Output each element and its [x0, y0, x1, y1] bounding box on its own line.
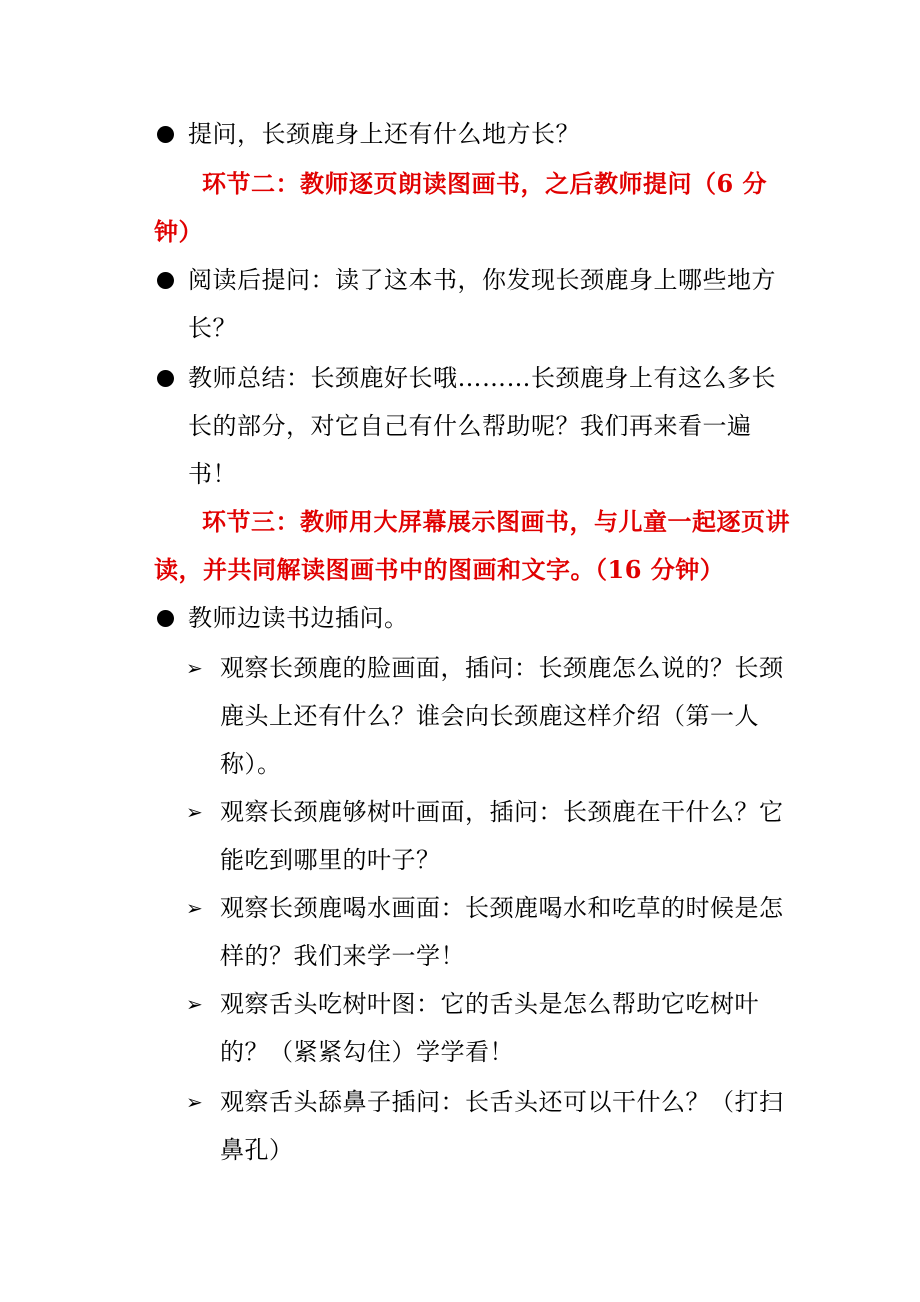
- arrow-bullet-icon: ➢: [186, 992, 204, 1016]
- sub-item-text: 观察舌头舔鼻子插问：长舌头还可以干什么？（打扫鼻孔）: [220, 1088, 784, 1164]
- bullet-item: [154, 256, 794, 352]
- sub-item: [186, 1078, 794, 1174]
- section-heading: 环节二：教师逐页朗读图画书，之后教师提问（6 分钟）: [154, 169, 768, 246]
- sub-item-text: 观察长颈鹿喝水画面：长颈鹿喝水和吃草的时候是怎样的？我们来学一学！: [220, 894, 784, 970]
- bullet-item-text: 提问，长颈鹿身上还有什么地方长？: [188, 120, 580, 148]
- sub-item-text: 观察长颈鹿够树叶画面，插问：长颈鹿在干什么？它能吃到哪里的叶子？: [220, 798, 784, 874]
- bullet-item-text: 教师总结：长颈鹿好长哦………长颈鹿身上有这么多长长的部分，对它自己有什么帮助呢？我们再来看一遍书！: [188, 364, 776, 488]
- bullet-dot-icon: [154, 354, 178, 402]
- bullet-item-text: 教师边读书边插问。: [188, 604, 409, 632]
- sub-item: [186, 644, 794, 788]
- bullet-item: [154, 110, 794, 158]
- sub-item-text: 观察舌头吃树叶图：它的舌头是怎么帮助它吃树叶的？（紧紧勾住）学学看！: [220, 990, 759, 1066]
- bullet-dot-icon: [154, 594, 178, 642]
- arrow-bullet-icon: ➢: [186, 656, 204, 680]
- sub-item: [186, 980, 794, 1076]
- arrow-bullet-icon: ➢: [186, 800, 204, 824]
- bullet-item: [154, 594, 794, 642]
- arrow-bullet-icon: ➢: [186, 1090, 204, 1114]
- sub-item-text: 观察长颈鹿的脸画面，插问：长颈鹿怎么说的？长颈鹿头上还有什么？谁会向长颈鹿这样介绍（第一人称）。: [220, 654, 784, 778]
- bullet-item: [154, 354, 794, 498]
- section-heading: 环节三：教师用大屏幕展示图画书，与儿童一起逐页讲读，并共同解读图画书中的图画和文字。（16 分钟）: [154, 507, 790, 584]
- bullet-dot-icon: [154, 110, 178, 158]
- bullet-item-text: 阅读后提问：读了这本书，你发现长颈鹿身上哪些地方长？: [188, 266, 776, 342]
- sub-item: [186, 884, 794, 980]
- arrow-bullet-icon: ➢: [186, 896, 204, 920]
- bullet-dot-icon: [154, 256, 178, 304]
- sub-item: [186, 788, 794, 884]
